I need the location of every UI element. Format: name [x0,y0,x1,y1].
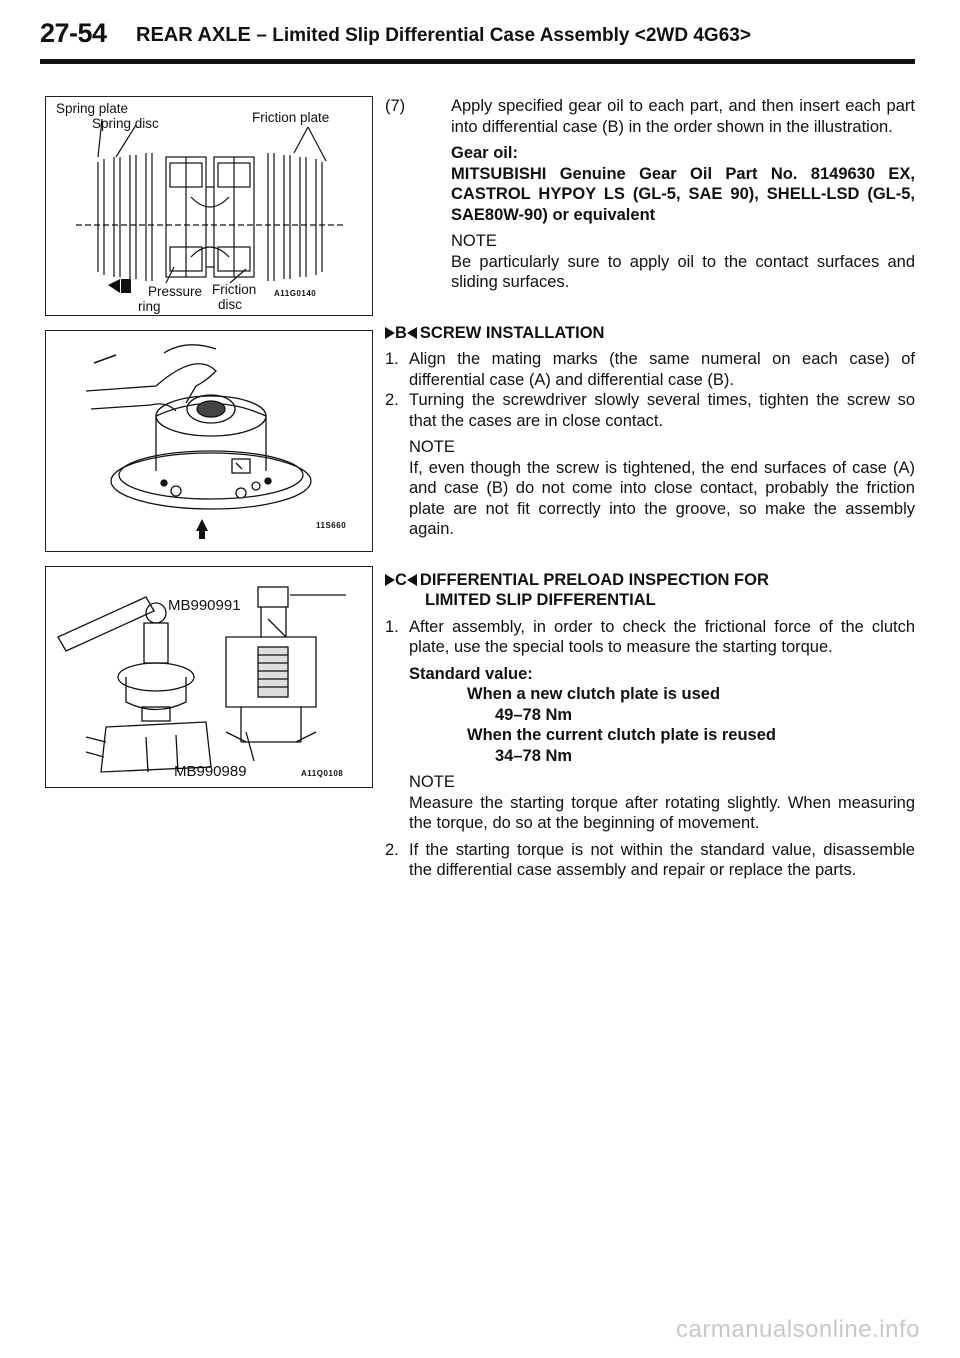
page-header [40,16,915,64]
figure-code: A11G0140 [274,289,317,298]
std-new-label: When a new clutch plate is used [467,685,721,703]
section-title-line1: DIFFERENTIAL PRELOAD INSPECTION FOR [419,570,769,589]
section-c-heading [385,570,915,591]
item-number: 1. [385,617,399,636]
figure-clutch-pack [45,96,373,316]
std-reused-label: When the current clutch plate is reused [467,726,776,744]
step-text: Apply specified gear oil to each part, and then insert each part into differential case (B) in the order shown in the illustration. [451,97,915,136]
section-letter: C [395,570,407,589]
note-label: NOTE [409,773,455,791]
arrow-left-icon [407,327,417,339]
list-item [385,390,915,431]
label-pressure-ring [148,285,202,299]
label-spring-plate: Spring plate [56,101,129,116]
std-new-value: 49–78 Nm [495,705,573,724]
arrow-right-icon [385,327,395,339]
item-text: If the starting torque is not within the standard value, disassemble the differential case assembly and repair or replace the parts. [409,840,915,879]
figure-code: 11S660 [316,521,347,530]
std-reused-value: 34–78 Nm [495,746,573,765]
figure-code: A11Q0108 [301,769,344,778]
page-number: 27-54 [40,18,107,48]
gear-oil-label: Gear oil: [451,144,518,162]
procedure-text [385,96,915,881]
list-item [385,840,915,881]
item-text: Turning the screwdriver slowly several times, tighten the screw so that the cases are in close contact. [409,391,915,430]
page-title [136,24,751,47]
label-spring-disc: Spring disc [92,116,159,131]
section-b-heading [385,323,915,344]
label-ring: ring [138,299,161,314]
list-item [385,617,915,658]
note-text: Be particularly sure to apply oil to the contact surfaces and sliding surfaces. [451,252,915,291]
arrow-right-icon [385,574,395,586]
note-text: Measure the starting torque after rotating slightly. When measuring the torque, do so at the beginning of movement. [409,793,915,832]
figure-screw-installation [45,330,373,552]
page-subtitle: – Limited Slip Differential Case Assembly <2WD 4G63> [256,25,751,46]
section-letter: B [395,323,407,342]
item-number: 2. [385,840,399,859]
label-tool-mb990989: MB990989 [174,763,247,780]
item-text: After assembly, in order to check the frictional force of the clutch plate, use the special tools to measure the starting torque. [409,617,915,656]
item-text: Align the mating marks (the same numeral on each case) of differential case (A) and differential case (B). [409,350,915,389]
section-title: REAR AXLE [136,24,251,46]
arrow-left-icon [407,574,417,586]
section-c-heading-line2: LIMITED SLIP DIFFERENTIAL [425,591,656,609]
section-title: SCREW INSTALLATION [419,323,605,342]
list-item [385,349,915,390]
figure-preload-inspection [45,566,373,788]
label-pressure: Pressure [148,284,203,299]
item-number: 2. [385,391,399,409]
step-7 [385,96,915,137]
screw-installation-illustration [46,331,374,553]
item-number: 1. [385,350,399,368]
label-disc: disc [218,297,243,312]
watermark: carmanualsonline.info [676,1316,920,1343]
note-label: NOTE [409,438,455,456]
note-text: If, even though the screw is tightened, the end surfaces of case (A) and case (B) do not come into close contact, probably the friction plate are not fit correctly into the groove, so make the assembly again. [409,458,915,538]
label-friction-disc: Friction [212,282,257,297]
step-number: (7) [385,97,406,115]
standard-value-label: Standard value: [409,664,533,683]
note-label: NOTE [451,232,497,250]
label-tool-mb990991: MB990991 [168,597,241,614]
label-friction-plate: Friction plate [252,110,330,125]
gear-oil-spec: MITSUBISHI Genuine Gear Oil Part No. 8149630 EX, CASTROL HYPOY LS (GL-5, SAE 90), SHELL-LSD (GL-5, SAE80W-90) or equivalent [451,164,915,224]
